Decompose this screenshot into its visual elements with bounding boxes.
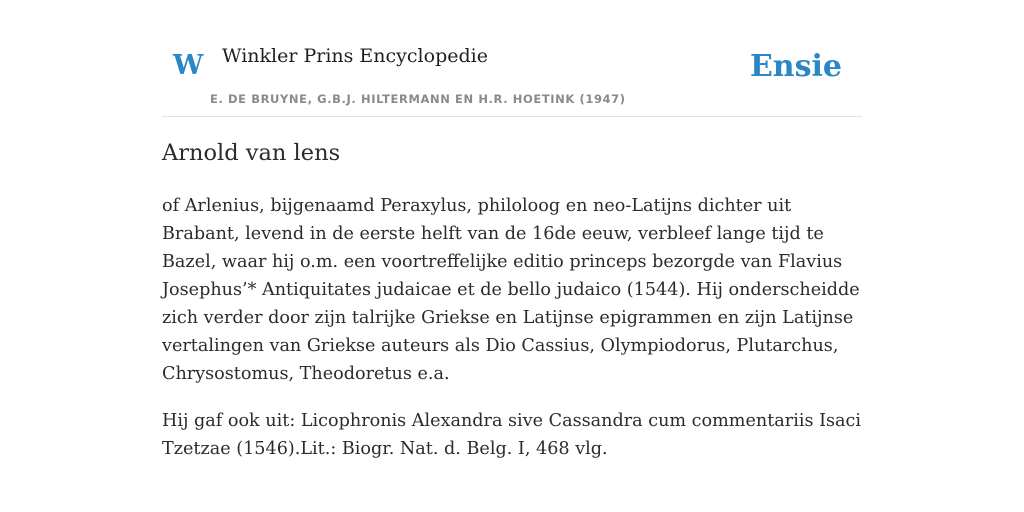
winkler-prins-logo[interactable]: W [173, 50, 204, 81]
ensie-logo-link[interactable]: Ensie [749, 49, 842, 84]
article-body [162, 192, 862, 482]
page [162, 0, 862, 459]
article-paragraph: Hij gaf ook uit: Licophronis Alexandra sive Cassandra cum commentariis Isaci Tzetzae (1546).Lit.: Biogr. Nat. d. Belg. I, 468 vlg. [162, 411, 862, 459]
source-authors: E. DE BRUYNE, G.B.J. HILTERMANN EN H.R. HOETINK (1947) [210, 92, 626, 106]
source-title[interactable]: Winkler Prins Encyclopedie [222, 45, 488, 67]
article-paragraph: of Arlenius, bijgenaamd Peraxylus, philoloog en neo-Latijns dichter uit Brabant, levend in de eerste helft van de 16de eeuw, verbleef lange tijd te Bazel, waar hij o.m. een voortreffelijke editio princeps bezorgde van Flavius Josephus’* Antiquitates judaicae et de bello judaico (1544). Hij onderscheidde zich verder door zijn talrijke Griekse en Latijnse epigrammen en zijn Latijnse vertalingen van Griekse auteurs als Dio Cassius, Olympiodorus, Plutarchus, Chrysostomus, Theodoretus e.a. [162, 196, 860, 384]
header [162, 0, 862, 117]
article-title: Arnold van lens [162, 140, 341, 166]
